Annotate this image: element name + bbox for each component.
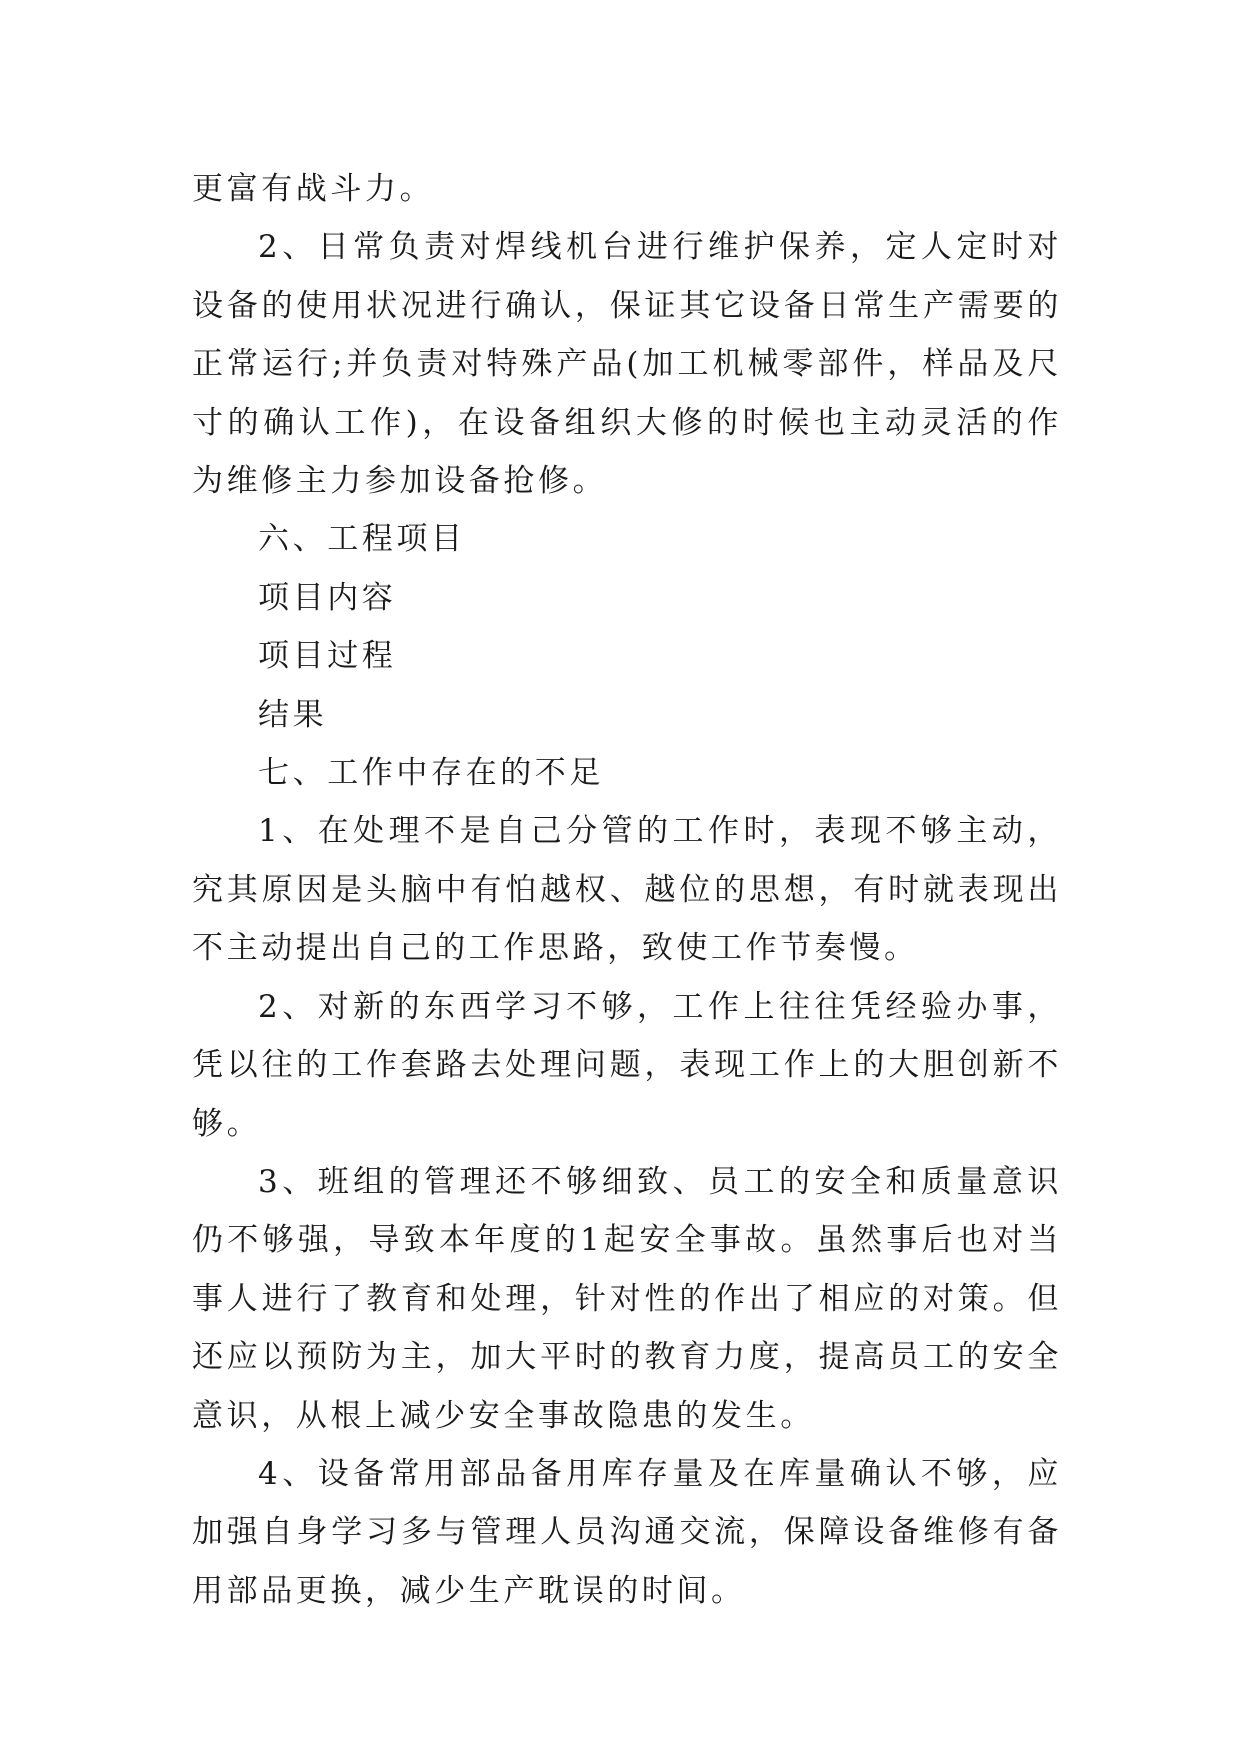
paragraph-project-content: 项目内容 [258, 579, 397, 616]
section-heading-engineering-projects: 六、工程项目 [258, 521, 466, 558]
paragraph-shortcoming-4: 4、设备常用部品备用库存量及在库量确认不够，应加强自身学习多与管理人员沟通交流，保障设备维修有备用部品更换，减少生产耽误的时间。 [192, 1455, 1062, 1609]
paragraph-item-2-maintenance: 2、日常负责对焊线机台进行维护保养，定人定时对设备的使用状况进行确认，保证其它设备日常生产需要的正常运行;并负责对特殊产品(加工机械零部件，样品及尺寸的确认工作)，在设备组织大修的时候也主动灵活的作为维修主力参加设备抢修。 [192, 229, 1062, 500]
paragraph-shortcoming-2: 2、对新的东西学习不够，工作上往往凭经验办事，凭以往的工作套路去处理问题，表现工作上的大胆创新不够。 [192, 988, 1062, 1142]
paragraph-continuation: 更富有战斗力。 [192, 171, 435, 207]
paragraph-result: 结果 [258, 696, 328, 733]
document-body [192, 160, 1062, 1620]
paragraph-project-process: 项目过程 [258, 638, 397, 675]
paragraph-shortcoming-3: 3、班组的管理还不够细致、员工的安全和质量意识仍不够强，导致本年度的1起安全事故。虽然事后也对当事人进行了教育和处理，针对性的作出了相应的对策。但还应以预防为主，加大平时的教育力度，提高员工的安全意识，从根上减少安全事故隐患的发生。 [192, 1163, 1062, 1434]
paragraph-shortcoming-1: 1、在处理不是自己分管的工作时，表现不够主动，究其原因是头脑中有怕越权、越位的思想，有时就表现出不主动提出自己的工作思路，致使工作节奏慢。 [192, 813, 1062, 967]
section-heading-shortcomings: 七、工作中存在的不足 [258, 755, 604, 792]
